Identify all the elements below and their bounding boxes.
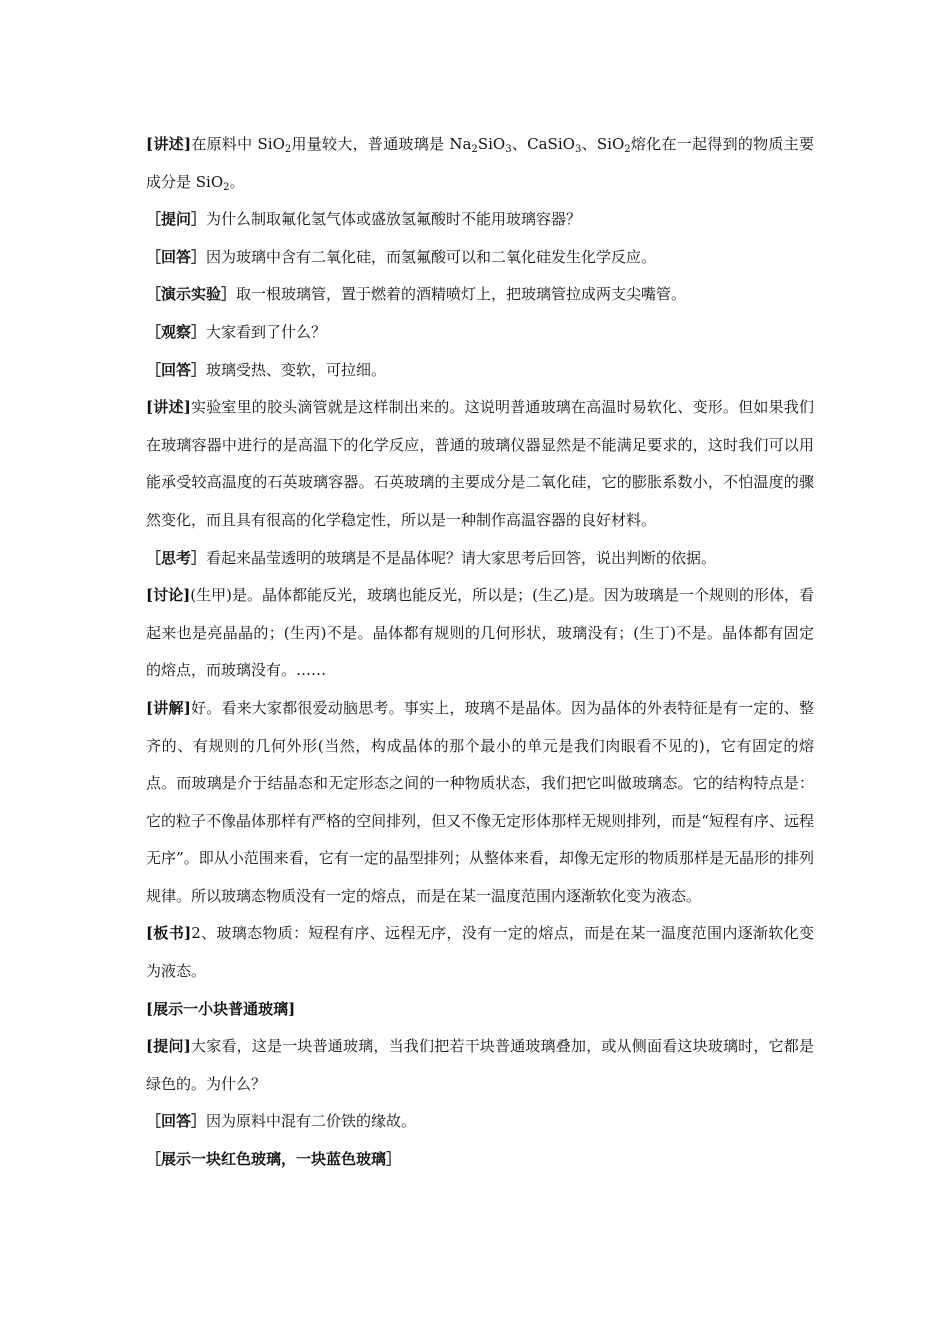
paragraph bbox=[146, 1028, 814, 1103]
subscript: 2 bbox=[624, 144, 631, 155]
section-tag: [板书] bbox=[146, 924, 192, 943]
subscript: 2 bbox=[223, 181, 230, 193]
paragraph-text: 用量较大，普通玻璃是 Na bbox=[291, 135, 472, 153]
paragraph-text: 、SiO bbox=[581, 135, 625, 153]
section-tag: ［观察］ bbox=[146, 322, 207, 341]
paragraph bbox=[146, 1141, 814, 1179]
paragraph bbox=[146, 239, 814, 277]
paragraph-text: 因为玻璃中含有二氧化硅，而氢氟酸可以和二氧化硅发生化学反应。 bbox=[206, 247, 657, 266]
section-tag: [讲解] bbox=[146, 698, 191, 717]
paragraph-text: 、CaSiO bbox=[511, 135, 575, 153]
paragraph-text: 2、玻璃态物质：短程有序、远程无序，没有一定的熔点，而是在某一温度范围内逐渐软化变为液态。 bbox=[146, 924, 814, 981]
paragraph-text: 在原料中 SiO bbox=[191, 135, 285, 153]
section-tag: ［思考］ bbox=[146, 548, 207, 567]
subscript: 2 bbox=[284, 144, 292, 155]
paragraph-text: 大家看，这是一块普通玻璃，当我们把若干块普通玻璃叠加，或从侧面看这块玻璃时，它都是绿色的。为什么？ bbox=[146, 1037, 814, 1093]
section-tag: [提问] bbox=[146, 1037, 191, 1056]
paragraph bbox=[146, 915, 814, 990]
paragraph bbox=[146, 314, 814, 352]
section-tag: ［演示实验］ bbox=[146, 285, 237, 304]
paragraph-text: 熔化在一起得到的物质主要成分是 SiO bbox=[146, 135, 814, 191]
paragraph bbox=[146, 991, 814, 1029]
paragraph-text: 因为原料中混有二价铁的缘故。 bbox=[206, 1112, 417, 1131]
paragraph bbox=[146, 389, 814, 539]
paragraph-text: 好。看来大家都很爱动脑思考。事实上，玻璃不是晶体。因为晶体的外表特征是有一定的、整齐的、有规则的几何外形(当然，构成晶体的那个最小的单元是我们肉眼看不见的)，它有固定的熔点。而玻璃是介于结晶态和无定形态之间的一种物质状态，我们把它叫做玻璃态。它的结构特点是：它的粒子不像晶体那样有严格的空间排列，但又不像无定形体那样无规则排列，而是“短程有序、远程无序”。即从小范围来看，它有一定的晶型排列；从整体来看，却像无定形的物质那样是无晶形的排列规律。所以玻璃态物质没有一定的熔点，而是在某一温度范围内逐渐软化变为液态。 bbox=[146, 698, 814, 905]
section-tag: ［回答］ bbox=[146, 360, 207, 379]
paragraph-text: 取一根玻璃管，置于燃着的酒精喷灯上，把玻璃管拉成两支尖嘴管。 bbox=[236, 285, 687, 304]
paragraph-text: 实验室里的胶头滴管就是这样制出来的。这说明普通玻璃在高温时易软化、变形。但如果我们在玻璃容器中进行的是高温下的化学反应，普通的玻璃仪器显然是不能满足要求的，这时我们可以用能承受较高温度的石英玻璃容器。石英玻璃的主要成分是二氧化硅，它的膨胀系数小，不怕温度的骤然变化，而且具有很高的化学稳定性，所以是一种制作高温容器的良好材料。 bbox=[146, 398, 814, 529]
paragraph bbox=[146, 577, 814, 690]
paragraph-text: 。 bbox=[229, 172, 245, 191]
paragraph bbox=[146, 1103, 814, 1141]
section-tag: ［提问］ bbox=[146, 210, 207, 229]
paragraph-text: (生甲)是。晶体都能反光，玻璃也能反光，所以是；(生乙)是。因为玻璃是一个规则的形体，看起来也是亮晶晶的；(生丙)不是。晶体都有规则的几何形状，玻璃没有；(生丁)不是。晶体都有固定的熔点，而玻璃没有。…… bbox=[146, 586, 814, 680]
paragraph bbox=[146, 690, 814, 916]
subscript: 2 bbox=[471, 144, 478, 155]
paragraph-text: 看起来晶莹透明的玻璃是不是晶体呢？请大家思考后回答，说出判断的依据。 bbox=[206, 548, 717, 567]
document-page bbox=[146, 126, 814, 1179]
paragraph bbox=[146, 540, 814, 578]
paragraph bbox=[146, 126, 814, 201]
paragraph bbox=[146, 201, 814, 239]
paragraph bbox=[146, 276, 814, 314]
section-tag: [讨论] bbox=[146, 586, 191, 605]
section-tag: [讲述] bbox=[146, 398, 191, 417]
section-tag: [展示一小块普通玻璃] bbox=[146, 999, 296, 1018]
paragraph-text: SiO bbox=[477, 135, 506, 153]
paragraph-text: 为什么制取氟化氢气体或盛放氢氟酸时不能用玻璃容器？ bbox=[206, 210, 582, 229]
subscript: 3 bbox=[505, 144, 512, 155]
section-tag: ［展示一块红色玻璃，一块蓝色玻璃］ bbox=[146, 1150, 402, 1169]
subscript: 3 bbox=[574, 144, 582, 155]
section-tag: [讲述] bbox=[146, 135, 192, 153]
section-tag: ［回答］ bbox=[146, 1112, 207, 1131]
section-tag: ［回答］ bbox=[146, 247, 207, 266]
paragraph-text: 玻璃受热、变软，可拉细。 bbox=[206, 360, 387, 379]
paragraph bbox=[146, 352, 814, 390]
paragraph-text: 大家看到了什么？ bbox=[206, 322, 327, 341]
